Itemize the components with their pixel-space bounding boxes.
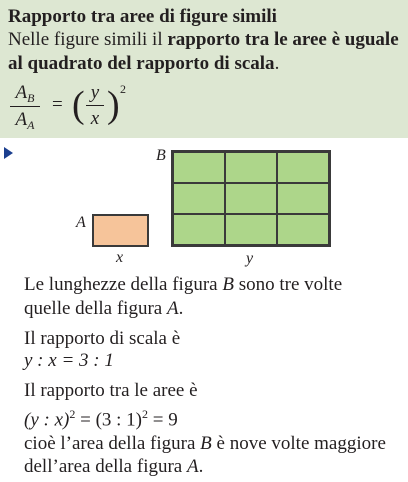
exponent: 2 — [120, 82, 126, 96]
area-fraction-numerator — [10, 82, 40, 105]
grid-cell — [277, 183, 329, 214]
grid-cell — [173, 183, 225, 214]
numerator-subscript: B — [27, 91, 35, 105]
area-ratio-equation — [24, 403, 178, 431]
text: dell’area della figura — [24, 456, 187, 477]
explanation-line-2 — [24, 298, 183, 320]
rule-title: Rapporto tra aree di figure simili — [8, 6, 277, 27]
figure-a-ref: A — [186, 456, 199, 477]
fraction-bar — [86, 105, 104, 106]
explanation-line-8 — [24, 456, 203, 478]
figure-b-label: B — [156, 147, 166, 164]
rule-end: . — [274, 53, 280, 74]
equals-sign: = — [52, 94, 63, 115]
scale-ratio-equation — [24, 350, 114, 372]
figure-b-ref: B — [200, 433, 212, 454]
grid-cell — [173, 152, 225, 183]
area-fraction-denominator — [10, 109, 40, 132]
grid-cell — [225, 152, 277, 183]
scale-fraction-denominator: x — [90, 108, 100, 129]
fraction-bar — [10, 106, 40, 107]
explanation-line-7 — [24, 433, 386, 455]
figure-a-label: A — [76, 214, 86, 231]
equation-part: = 9 — [148, 409, 178, 431]
open-parenthesis: ( — [72, 84, 85, 126]
figure-a-rectangle — [92, 214, 149, 247]
rule-intro: Nelle figure simili il — [8, 29, 168, 50]
denominator-subscript: A — [27, 118, 35, 132]
rule-statement — [8, 28, 404, 76]
rule-box — [0, 0, 408, 138]
equation-part: = (3 : 1) — [75, 409, 143, 431]
side-y-label: y — [246, 250, 254, 267]
grid-cell — [277, 152, 329, 183]
scale-fraction — [86, 82, 104, 130]
text: . — [198, 456, 204, 477]
exponent: 2 — [142, 407, 149, 421]
text: Le lunghezze della figura — [24, 274, 223, 295]
equation-part: (y : x) — [24, 409, 70, 431]
text: quelle della figura — [24, 298, 167, 319]
grid-cell — [277, 214, 329, 245]
explanation-line-3: Il rapporto di scala è — [24, 328, 181, 349]
grid-cell — [225, 183, 277, 214]
side-x-label: x — [116, 249, 124, 266]
explanation-line-5: Il rapporto tra le aree è — [24, 380, 198, 401]
scale-fraction-numerator: y — [90, 82, 100, 103]
figure-a-ref: A — [166, 298, 179, 319]
text: cioè l’area della figura — [24, 433, 201, 454]
figure-b-grid — [171, 150, 331, 247]
text: . — [178, 298, 184, 319]
denominator-letter: A — [15, 109, 28, 130]
numerator-letter: A — [15, 82, 28, 103]
rule-bold: rapporto tra le aree è uguale al quadrato del rapporto di scala — [8, 29, 399, 74]
exponent: 2 — [69, 407, 76, 421]
grid-cell — [173, 214, 225, 245]
equation: y : x = 3 : 1 — [24, 350, 114, 371]
area-fraction — [10, 82, 40, 132]
text: sono tre volte — [233, 274, 343, 295]
text: è nove volte maggiore — [211, 433, 386, 454]
figure-b-ref: B — [222, 274, 234, 295]
explanation-line-1 — [24, 274, 342, 296]
close-parenthesis: ) — [107, 84, 120, 126]
triangle-bullet-icon — [4, 147, 13, 159]
grid-cell — [225, 214, 277, 245]
